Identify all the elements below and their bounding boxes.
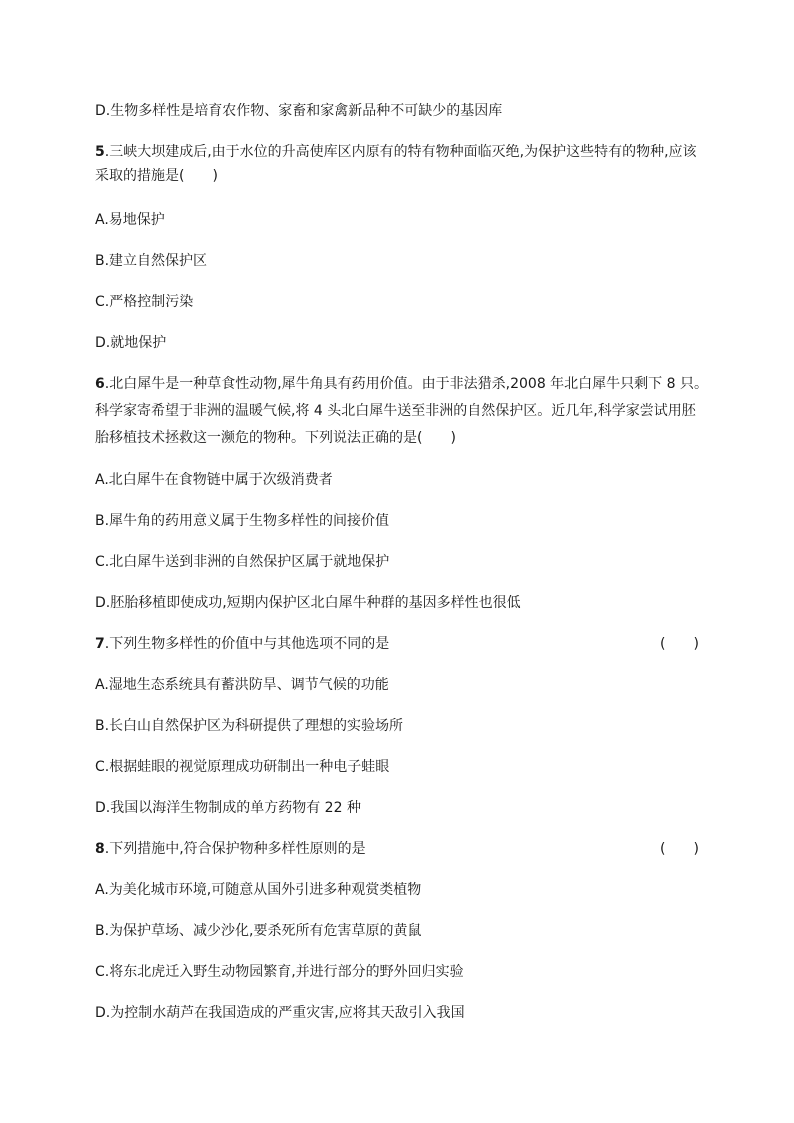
q5-number: 5 [95, 144, 105, 160]
q8-option-a: A.为美化城市环境,可随意从国外引进多种观赏类植物 [95, 882, 422, 898]
q8-option-b: B.为保护草场、减少沙化,要杀死所有危害草原的黄鼠 [95, 923, 422, 939]
q8-stem-text: .下列措施中,符合保护物种多样性原则的是 [104, 841, 366, 857]
q8-option-c: C.将东北虎迁入野生动物园繁育,并进行部分的野外回归实验 [95, 964, 464, 980]
q6-stem-line-1 [95, 374, 708, 394]
q6-number: 6 [95, 376, 105, 392]
q6-stem-text-1: .北白犀牛是一种草食性动物,犀牛角具有药用价值。由于非法猎杀,2008 年北白犀牛只剩下 8 只。 [104, 376, 708, 392]
q5-option-a: A.易地保护 [95, 212, 165, 228]
q5-option-d: D.就地保护 [95, 335, 167, 351]
q7-stem-text: .下列生物多样性的价值中与其他选项不同的是 [104, 636, 390, 652]
q6-stem-line-2: 科学家寄希望于非洲的温暖气候,将 4 头北白犀牛送至非洲的自然保护区。近几年,科学家尝试用胚 [95, 403, 696, 419]
q8-answer-parens: ( ) [660, 841, 699, 857]
q7-answer-parens: ( ) [660, 636, 699, 652]
q7-stem [95, 634, 635, 654]
q4-option-d: D.生物多样性是培育农作物、家畜和家禽新品种不可缺少的基因库 [95, 103, 503, 119]
q8-number: 8 [95, 841, 105, 857]
q8-option-d: D.为控制水葫芦在我国造成的严重灾害,应将其天敌引入我国 [95, 1005, 465, 1021]
q6-stem-line-3: 胎移植技术拯救这一濒危的物种。下列说法正确的是( ) [95, 430, 456, 446]
q6-option-a: A.北白犀牛在食物链中属于次级消费者 [95, 472, 333, 488]
q5-stem-line-1 [95, 142, 705, 162]
q7-number: 7 [95, 636, 105, 652]
q6-option-c: C.北白犀牛送到非洲的自然保护区属于就地保护 [95, 554, 390, 570]
q6-option-d: D.胚胎移植即使成功,短期内保护区北白犀牛种群的基因多样性也很低 [95, 595, 521, 611]
q7-option-b: B.长白山自然保护区为科研提供了理想的实验场所 [95, 718, 404, 734]
q5-option-c: C.严格控制污染 [95, 294, 194, 310]
q7-option-a: A.湿地生态系统具有蓄洪防旱、调节气候的功能 [95, 677, 389, 693]
q6-option-b: B.犀牛角的药用意义属于生物多样性的间接价值 [95, 513, 390, 529]
q7-option-d: D.我国以海洋生物制成的单方药物有 22 种 [95, 800, 361, 816]
q5-stem-text-1: .三峡大坝建成后,由于水位的升高使库区内原有的特有物种面临灭绝,为保护这些特有的物种,应该 [104, 144, 697, 160]
q5-stem-line-2: 采取的措施是( ) [95, 168, 218, 184]
q5-option-b: B.建立自然保护区 [95, 253, 208, 269]
q8-stem [95, 839, 635, 859]
q7-option-c: C.根据蛙眼的视觉原理成功研制出一种电子蛙眼 [95, 759, 390, 775]
